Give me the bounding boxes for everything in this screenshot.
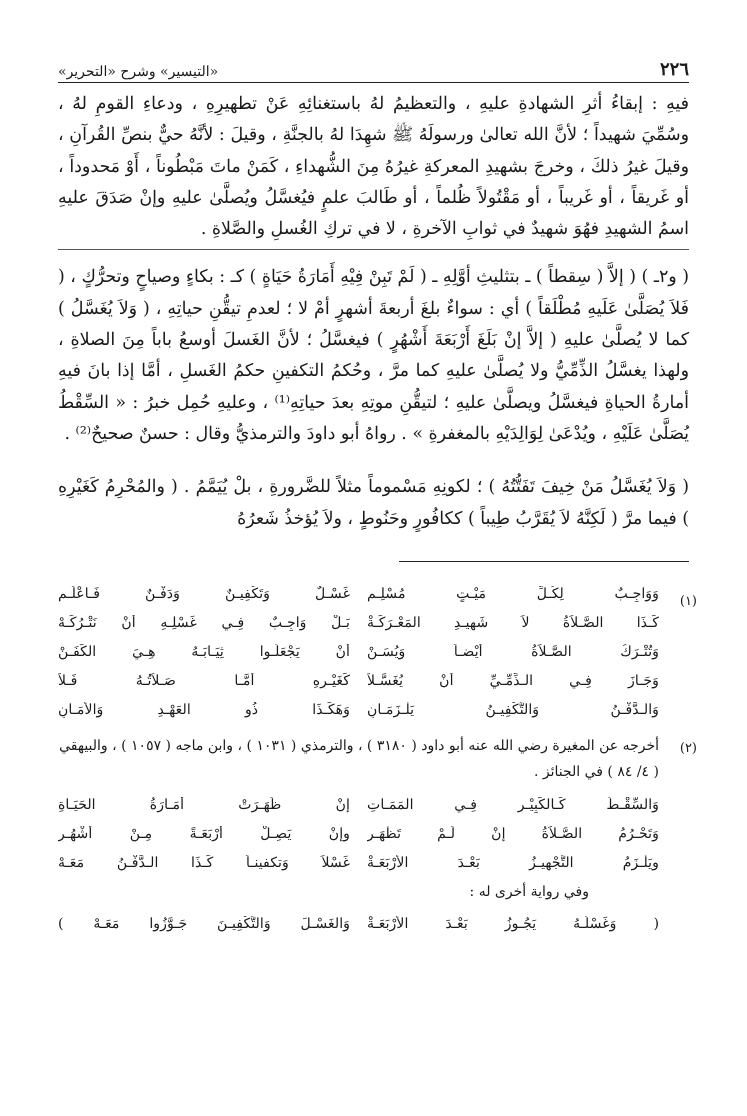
paragraph-3: ( وَلاَ يُغَسَّلُ مَنْ خِيفَ تَفَتُّتُهُ ) ؛ لكونِهِ مَسْموماً مثلاً للضَّرورةِ ، بلْ يُيَمَّمُ . ( والمُحْرِمُ كَغَيْرِهِ ) فيما مرَّ ( لَكِنَّهُ لاَ يُقَرَّبُ طِيباً ) ككافُورٍ وحَنُوطٍ ، ولاَ يُؤخذُ شَعرُهُ (58, 477, 689, 529)
second-hemistich: وَالغَسْـلَ وَالتَّكْفِيـنَ جَـوَّزُوا مَعَـهْ ) (58, 916, 350, 933)
footnote-1 (58, 580, 697, 725)
verse-line (58, 849, 659, 878)
second-hemistich: إِنْ ظَهَـرَتْ أَمَـارَةُ الحَيَـاةِ (58, 797, 350, 814)
verse-line (58, 609, 659, 638)
second-hemistich: وإِنْ يَصِـلْ أَرْبَعَـةً مِـنْ أَشْهُـرِ (58, 826, 350, 843)
first-hemistich: وَوَاجِـبٌ لِكُـلِّ مَيْـتٍ مُسْلِـمِ (367, 586, 659, 603)
paragraph-1: فيهِ : إبقاءُ أثرِ الشهادةِ عليهِ ، والتعظيمُ لهُ باستغنائِهِ عَنْ تطهيرِهِ ، ودعاءِ القومِ لهُ ، وسُمِّيَ شهيداً ؛ لأنَّ الله تعالىٰ ورسولَهُ ﷺ شهِدَا لهُ بالجنَّةِ ، وقيلَ : لأنَّهُ حيٌّ بنصِّ القُرآنِ ، وقيلَ غيرُ ذلكَ ، وخرجَ بشهيدِ المعركةِ غيرُهُ مِنَ الشُّهداءِ ، كَمَنْ ماتَ مَبْطُوناً ، أَوْ مَحدوداً ، أو غَريقاً ، أو غَريباً ، أو مَقْتُولاً ظُلماً ، أو طَالبَ علمٍ فيُغسَّلُ ويُصلَّىٰ عليهِ وإنْ صَدَقَ عليهِ اسمُ الشهيدِ فهُوَ شهيدٌ في ثوابِ الآخرةِ ، لا في تركِ الغُسلِ والصَّلاةِ . (58, 89, 689, 250)
first-hemistich: وَتَحْـرُمُ الصَّـلاَةُ إِنْ لَـمْ تَظْهَـرِ (367, 826, 659, 843)
alternate-narration-label: وفي رواية أخرى له : (469, 883, 589, 900)
second-hemistich: أَنْ يَجْعَلُـوا ثِيَـابَـهُ هِـيَ الكَفَـنْ (58, 644, 350, 661)
running-title: «التيسير» وشرح «التحرير» (58, 64, 219, 80)
page-number: ٢٢٦ (659, 59, 689, 80)
verse-line (58, 791, 659, 820)
first-hemistich: ( وَغَسْلُـهُ يَجُـوزُ بَعْـدَ الأَرْبَعَـةْ (367, 916, 659, 933)
footnote-2-verses (58, 791, 659, 878)
footnote-separator (399, 561, 689, 562)
verse-line (58, 667, 659, 696)
page-header (58, 52, 689, 83)
verse-line (58, 696, 659, 725)
first-hemistich: ويَلْـزَمُ التَّجْهِيـزُ بَعْـدَ الأَرْبَعَـةْ (367, 855, 659, 872)
paragraph-2: ( و٢ـ ) ( إلاَّ ( سِقطاً ) ـ بتثليثِ أوَّلِهِ ـ ( لَمْ تَبِنْ فِيْهِ أَمَارَةُ حَيَاةٍ ) كـ : بكاءٍ وصياحٍ وتحرُّكٍ ، ( فَلاَ يُصَلَّىٰ عَلَيهِ مُطْلَقاً ) أي : سواءٌ بلغَ أربعةَ أشهرٍ أمْ لا ؛ لعدمِ تيقُّنِ حياتِهِ ، ( وَلاَ يُغَسَّلُ ) كما لا يُصلَّىٰ عليهِ ( إلاَّ إنْ بَلَغَ أَرْبَعَةَ أَشْهُرٍ ) فيغسَّلُ ؛ لأنَّ الغَسلَ أوسعُ باباً مِنَ الصلاةِ ، ولهذا يغسَّلُ الذِّمِّيُّ ولا يُصلَّىٰ عليهِ كما مرَّ ، وحُكمُ التكفينِ حكمُ الغَسلِ ، أمَّا إذا بانَ فيهِ أمارةُ الحياةِ فيغسَّلُ ويصلَّىٰ عليهِ ؛ لتيقُّنِ موتِهِ بعدَ حياتِهِ⁽¹⁾ ، وعليهِ حُمِل خبرُ : « السِّقْطُ يُصَلَّىٰ عَلَيْهِ ، ويُدْعَىٰ لِوَالِدَيْهِ بالمغفرةِ » . رواهُ أبو داودَ والترمذيُّ وقال : حسنٌ صحيحٌ⁽²⁾ . (57, 267, 690, 444)
first-hemistich: وَالـدَّفْـنُ وَالتَّكْفِيـنُ يَلْـزَمَـانِ (367, 702, 659, 719)
first-hemistich: وَالسِّقْـطُ كَـالكَبِيْـرِ فِـي المَمَـاتِ (367, 797, 659, 814)
footnote-2-alt-verses (58, 910, 659, 939)
footnote-1-number: (١) (679, 593, 697, 609)
verse-line (58, 580, 659, 609)
footnote-2-number: (٢) (679, 740, 697, 756)
first-hemistich: وَجَـازَ فِـي الـذِّمِّـيِّ أَنْ يُغَسَّـلاَ (367, 673, 659, 690)
footnote-2-reference: أخرجه عن المغيرة رضي الله عنه أبو داود ( ٣١٨٠ ) ، والترمذي ( ١٠٣١ ) ، وابن ماجه ( ١٠٥٧ ) ، والبيهقي ( ٤/ ٨٤ ) في الجنائز . (59, 737, 659, 780)
first-hemistich: كَـذَا الصَّـلاَةُ لاَ شَهِيـدِ المَعْـرَكَـةْ (367, 615, 659, 632)
second-hemistich: بَـلْ وَاجِـبٌ فِـي غَسْلِـهِ أَنْ نَتْـرُكَـهْ (58, 615, 350, 632)
second-hemistich: وَهَكَـذَا ذُو العَهْـدِ وَالأَمَـانِ (58, 702, 350, 719)
second-hemistich: كَغَيْـرِهِ أَمَّـا صَـلاَتُـهُ فَـلاَ (58, 673, 350, 690)
footnote-2 (58, 733, 697, 939)
verse-line (58, 820, 659, 849)
footnote-1-verses (58, 580, 659, 725)
verse-line (58, 638, 659, 667)
second-hemistich: غَسْـلٌ وَتَكْفِيـنٌ وَدَفْـنٌ فَـاعْلَـمِ (58, 586, 350, 603)
second-hemistich: غَسْلاً وَتكفينـاً كَـذَا الـدَّفْـنُ مَعَـهْ (58, 855, 350, 872)
first-hemistich: وَتُتْـرَكُ الصَّـلاَةُ أَيْضـاً وَيُسَـنْ (367, 644, 659, 661)
verse-line (58, 910, 659, 939)
